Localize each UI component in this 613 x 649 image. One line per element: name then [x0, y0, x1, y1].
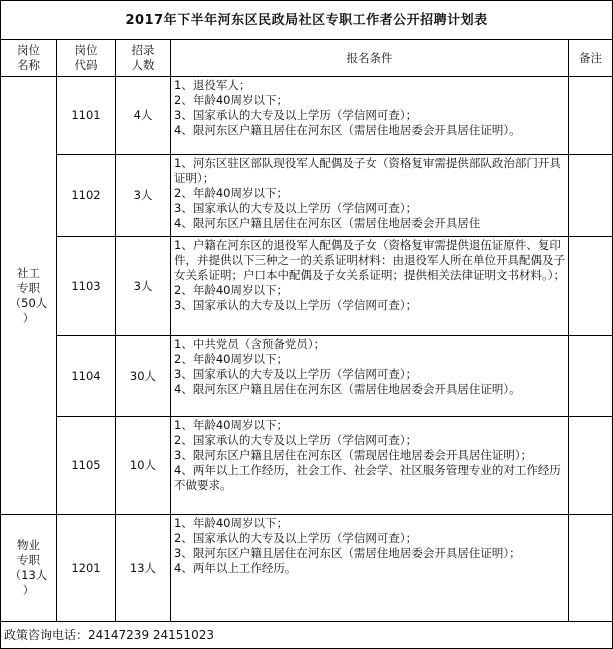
remarks-cell — [569, 155, 613, 237]
position-code: 1104 — [57, 336, 116, 417]
header-remarks: 备注 — [569, 40, 613, 77]
position-code: 1102 — [57, 155, 116, 237]
requirement-item: 4、限河东区户籍且居住在河东区（需居住地居委会开具居住证明）。 — [174, 382, 521, 396]
table-row — [1, 417, 613, 515]
recruit-count: 10人 — [116, 417, 171, 515]
table-title: 2017年下半年河东区民政局社区专职工作者公开招聘计划表 — [1, 1, 613, 40]
position-code: 1105 — [57, 417, 116, 515]
requirements-cell — [171, 237, 569, 336]
policy-hotline: 政策咨询电话：24147239 24151023 — [1, 622, 613, 649]
requirement-item: 3、国家承认的大专及以上学历（学信网可查）； — [174, 108, 418, 122]
requirements-cell — [171, 417, 569, 515]
group-social-work: 社工 专职 （50人 ） — [1, 77, 57, 515]
recruit-count: 3人 — [116, 155, 171, 237]
requirement-item: 2、年龄40周岁以下； — [174, 283, 288, 297]
footer-row — [1, 622, 613, 649]
requirement-item: 4、两年以上工作经历，社会工作、社会学、社区服务管理专业的对工作经历不做要求。 — [174, 463, 561, 492]
table-row — [1, 237, 613, 336]
requirement-item: 1、河东区驻区部队现役军人配偶及子女（资格复审需提供部队政治部门开具证明）； — [174, 156, 561, 185]
requirements-cell — [171, 155, 569, 237]
requirement-item: 3、国家承认的大专及以上学历（学信网可查）； — [174, 298, 418, 312]
requirement-item: 4、两年以上工作经历。 — [174, 561, 297, 575]
requirement-item: 1、户籍在河东区的退役军人配偶及子女（资格复审需提供退伍证原件、复印件，并提供以下三种之一的关系证明材料：由退役军人所在单位开具配偶及子女关系证明；户口本中配偶及子女关系证明；提供相关法律证明文书材料。）； — [174, 238, 565, 282]
header-position-code: 岗位 代码 — [57, 40, 116, 77]
table-row — [1, 77, 613, 155]
table-row — [1, 336, 613, 417]
requirement-item: 2、年龄40周岁以下； — [174, 186, 288, 200]
requirement-item: 3、国家承认的大专及以上学历（学信网可查）； — [174, 201, 418, 215]
requirement-item: 1、中共党员（含预备党员）； — [174, 337, 326, 351]
table-row — [1, 515, 613, 622]
header-recruit-count: 招录 人数 — [116, 40, 171, 77]
recruit-count: 4人 — [116, 77, 171, 155]
group-property-management: 物业 专职 （13人 ） — [1, 515, 57, 622]
recruit-count: 13人 — [116, 515, 171, 622]
requirement-item: 1、退役军人； — [174, 78, 251, 92]
remarks-cell — [569, 417, 613, 515]
header-requirements: 报名条件 — [171, 40, 569, 77]
requirement-item: 4、限河东区户籍且居住在河东区（需居住地居委会开具居住证明）。 — [174, 123, 521, 137]
requirement-item: 2、国家承认的大专及以上学历（学信网可查）； — [174, 433, 418, 447]
requirement-item: 2、国家承认的大专及以上学历（学信网可查）； — [174, 531, 418, 545]
requirement-item: 4、限河东区户籍且居住在河东区（需居住地居委会开具居住 — [174, 216, 481, 230]
requirement-item: 3、限河东区户籍且居住在河东区（需居住地居委会开具居住证明）； — [174, 546, 521, 560]
recruit-count: 30人 — [116, 336, 171, 417]
table-row — [1, 155, 613, 237]
position-code: 1103 — [57, 237, 116, 336]
position-code: 1101 — [57, 77, 116, 155]
requirement-item: 3、限河东区户籍且居住在河东区（需现居住地居委会开具居住证明）； — [174, 448, 533, 462]
requirements-cell — [171, 77, 569, 155]
remarks-cell — [569, 515, 613, 622]
requirement-item: 3、国家承认的大专及以上学历（学信网可查）； — [174, 367, 418, 381]
requirement-item: 2、年龄40周岁以下； — [174, 93, 288, 107]
header-position-name: 岗位 名称 — [1, 40, 57, 77]
requirement-item: 1、年龄40周岁以下； — [174, 516, 288, 530]
requirement-item: 2、年龄40周岁以下； — [174, 352, 288, 366]
header-row — [1, 40, 613, 77]
requirements-cell — [171, 515, 569, 622]
remarks-cell — [569, 77, 613, 155]
position-code: 1201 — [57, 515, 116, 622]
remarks-cell — [569, 237, 613, 336]
requirements-cell — [171, 336, 569, 417]
requirement-item: 1、年龄40周岁以下； — [174, 418, 288, 432]
recruit-count: 3人 — [116, 237, 171, 336]
remarks-cell — [569, 336, 613, 417]
